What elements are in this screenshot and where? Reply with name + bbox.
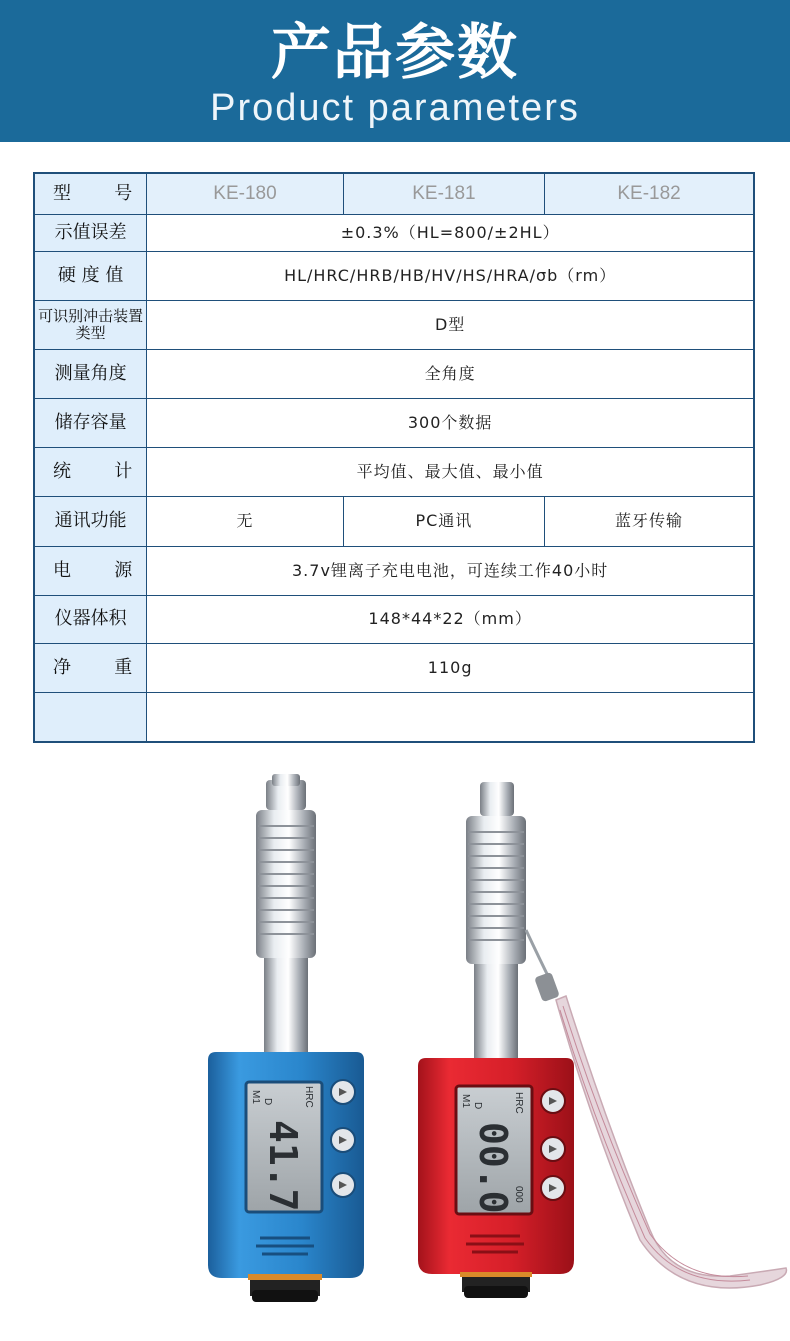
table-row xyxy=(34,398,754,447)
row-label: 统 计 xyxy=(34,447,147,496)
page-subtitle: Product parameters xyxy=(210,87,580,129)
spring-sleeve xyxy=(256,810,316,958)
row-value: 全角度 xyxy=(147,349,754,398)
red-device xyxy=(418,782,786,1298)
table-row xyxy=(34,692,754,742)
blue-device xyxy=(208,774,364,1302)
lcd-scale-label: HRC xyxy=(513,1092,524,1114)
probe-tube xyxy=(264,958,308,1058)
row-value-empty xyxy=(147,692,754,742)
lcd-probe-label: D xyxy=(262,1098,273,1106)
lcd-mode-label: M1 xyxy=(250,1090,261,1104)
page-header xyxy=(0,0,790,142)
row-value: 110g xyxy=(147,643,754,692)
row-label-empty xyxy=(34,692,147,742)
lcd-reading: 00.0 xyxy=(471,1122,515,1214)
table-row xyxy=(34,643,754,692)
row-label: 通讯功能 xyxy=(34,496,147,546)
row-value: ±0.3%（HL=800/±2HL） xyxy=(147,214,754,251)
row-label: 净 重 xyxy=(34,643,147,692)
page-title: 产品参数 xyxy=(271,18,519,88)
table-row xyxy=(34,300,754,349)
row-label: 示值误差 xyxy=(34,214,147,251)
impact-tip xyxy=(480,782,514,816)
table-row xyxy=(34,546,754,595)
table-row xyxy=(34,173,754,214)
model-cell: KE-182 xyxy=(545,173,754,214)
row-label: 储存容量 xyxy=(34,398,147,447)
row-label: 测量角度 xyxy=(34,349,147,398)
row-value: 300个数据 xyxy=(147,398,754,447)
row-label-model: 型 号 xyxy=(34,173,147,214)
row-value: PC通讯 xyxy=(343,496,544,546)
spring-sleeve xyxy=(466,816,526,964)
row-value: 148*44*22（mm） xyxy=(147,595,754,643)
table-row xyxy=(34,349,754,398)
row-value: 平均值、最大值、最小值 xyxy=(147,447,754,496)
row-label: 电 源 xyxy=(34,546,147,595)
table-row xyxy=(34,595,754,643)
row-value: 蓝牙传输 xyxy=(545,496,754,546)
row-label: 可识别冲击装置类型 xyxy=(34,300,147,349)
lcd-reading: 41.7 xyxy=(261,1120,305,1212)
table-row xyxy=(34,251,754,300)
lcd-counter: 000 xyxy=(513,1186,524,1203)
table-row xyxy=(34,214,754,251)
row-label: 硬 度 值 xyxy=(34,251,147,300)
lcd-probe-label: D xyxy=(472,1102,483,1110)
row-label: 仪器体积 xyxy=(34,595,147,643)
product-photos xyxy=(0,760,790,1341)
lcd-scale-label: HRC xyxy=(303,1086,314,1108)
probe-tube xyxy=(474,964,518,1062)
table-row xyxy=(34,496,754,546)
lcd-mode-label: M1 xyxy=(460,1094,471,1108)
model-cell: KE-181 xyxy=(343,173,544,214)
spec-table xyxy=(33,172,755,743)
model-cell: KE-180 xyxy=(147,173,343,214)
row-value: 3.7v锂离子充电电池，可连续工作40小时 xyxy=(147,546,754,595)
row-value: D型 xyxy=(147,300,754,349)
row-value: 无 xyxy=(147,496,343,546)
row-value: HL/HRC/HRB/HB/HV/HS/HRA/σb（rm） xyxy=(147,251,754,300)
table-row xyxy=(34,447,754,496)
